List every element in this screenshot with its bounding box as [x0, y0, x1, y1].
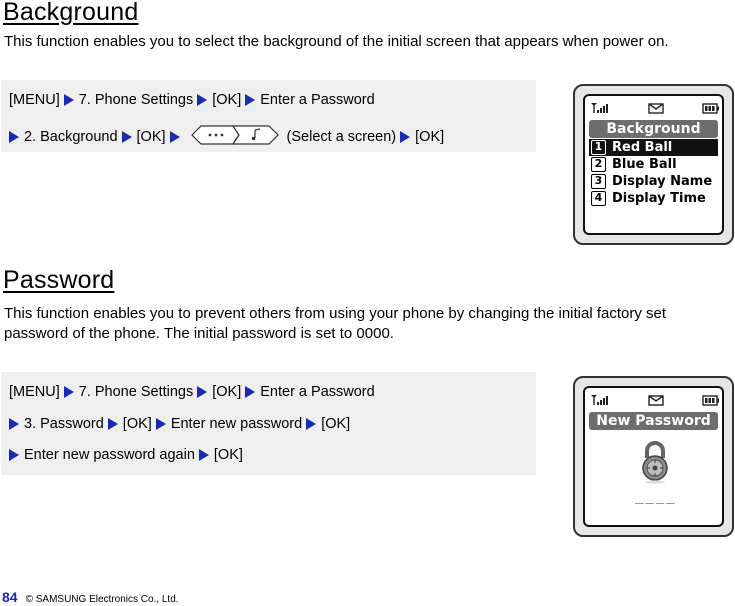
- ok-key: [OK]: [212, 92, 242, 108]
- menu-item-display-name[interactable]: [591, 173, 718, 190]
- number-badge: 3: [591, 174, 606, 189]
- number-badge: 4: [591, 191, 606, 206]
- ok-key: [OK]: [136, 129, 166, 145]
- arrow-icon: [199, 449, 209, 461]
- password-step-3: [9, 447, 243, 463]
- arrow-icon: [64, 94, 74, 106]
- arrow-icon: [122, 131, 132, 143]
- arrow-icon: [245, 386, 255, 398]
- ok-key: [OK]: [415, 129, 445, 145]
- screen-title: Background: [589, 120, 718, 138]
- arrow-icon: [197, 94, 207, 106]
- background-title: Background: [3, 0, 139, 26]
- arrow-icon: [306, 418, 316, 430]
- menu-item-display-time[interactable]: [591, 190, 718, 207]
- password-item-text: 3. Password: [24, 416, 104, 432]
- ok-key: [OK]: [213, 447, 243, 463]
- arrow-icon: [156, 418, 166, 430]
- menu-item-label: Blue Ball: [612, 157, 677, 172]
- screen-title: New Password: [589, 412, 718, 430]
- phone-settings-text: 7. Phone Settings: [78, 92, 194, 108]
- lock-icon: [635, 440, 675, 489]
- navigation-key-icon: [189, 124, 281, 150]
- password-description: This function enables you to prevent others from using your phone by changing the initial factory set password of the phone. The initial password is set to 0000.: [4, 305, 667, 342]
- password-placeholder: ____: [635, 488, 677, 504]
- signal-icon: [591, 103, 608, 113]
- menu-item-label: Display Time: [612, 191, 706, 206]
- status-bar: [585, 100, 722, 116]
- number-badge: 2: [591, 157, 606, 172]
- arrow-icon: [245, 94, 255, 106]
- menu-key: [MENU]: [9, 92, 60, 108]
- password-phone-screen: [573, 376, 734, 537]
- background-step-1: [9, 92, 375, 108]
- number-badge: 1: [591, 140, 606, 155]
- background-item-text: 2. Background: [24, 129, 118, 145]
- enter-password-text: Enter a Password: [260, 384, 375, 400]
- arrow-icon: [400, 131, 410, 143]
- ok-key: [OK]: [122, 416, 152, 432]
- page-footer: [2, 589, 179, 605]
- arrow-icon: [197, 386, 207, 398]
- background-description: This function enables you to select the background of the initial screen that appears when power on.: [4, 33, 669, 50]
- arrow-icon: [108, 418, 118, 430]
- arrow-icon: [9, 418, 19, 430]
- password-procedure-box: [1, 372, 536, 475]
- status-icons: [585, 100, 724, 116]
- menu-item-label: Display Name: [612, 174, 713, 189]
- battery-icon: [703, 104, 719, 113]
- background-step-2: [9, 124, 444, 150]
- status-bar: [585, 392, 722, 408]
- enter-again-text: Enter new password again: [24, 447, 195, 463]
- select-screen-text: (Select a screen): [286, 129, 397, 145]
- arrow-icon: [64, 386, 74, 398]
- menu-item-label: Red Ball: [612, 140, 673, 155]
- ok-key: [OK]: [212, 384, 242, 400]
- battery-icon: [703, 396, 719, 405]
- enter-password-text: Enter a Password: [260, 92, 375, 108]
- password-step-1: [9, 384, 375, 400]
- arrow-icon: [9, 449, 19, 461]
- background-phone-screen: [573, 84, 734, 245]
- menu-key: [MENU]: [9, 384, 60, 400]
- menu-item-red-ball[interactable]: [589, 139, 718, 156]
- envelope-icon: [649, 396, 663, 405]
- ok-key: [OK]: [321, 416, 351, 432]
- copyright-text: © SAMSUNG Electronics Co., Ltd.: [25, 594, 179, 605]
- status-icons: [585, 392, 724, 408]
- phone-settings-text: 7. Phone Settings: [78, 384, 194, 400]
- password-title: Password: [3, 266, 115, 294]
- envelope-icon: [649, 104, 663, 113]
- menu-item-blue-ball[interactable]: [591, 156, 718, 173]
- background-procedure-box: [1, 80, 536, 152]
- password-step-2: [9, 416, 350, 432]
- enter-new-password-text: Enter new password: [170, 416, 303, 432]
- page-number: 84: [2, 589, 18, 605]
- arrow-icon: [9, 131, 19, 143]
- signal-icon: [591, 395, 608, 405]
- arrow-icon: [170, 131, 180, 143]
